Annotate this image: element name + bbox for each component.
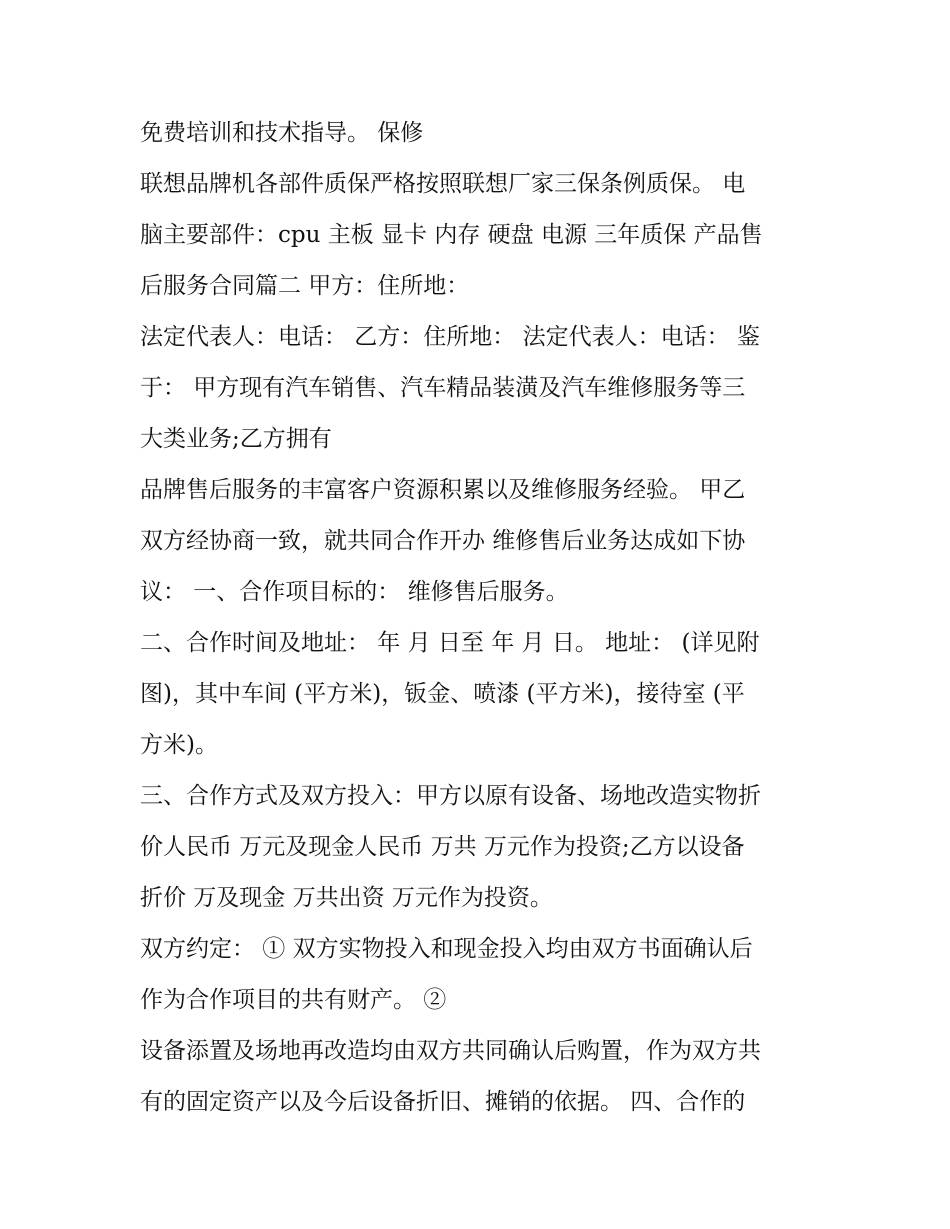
text-line: 后服务合同篇二 甲方：住所地：	[140, 273, 470, 299]
text-line: 议： 一、合作项目标的： 维修售后服务。	[140, 579, 569, 605]
text-line: 有的固定资产以及今后设备折旧、摊销的依据。 四、合作的	[140, 1089, 746, 1115]
text-line: 于： 甲方现有汽车销售、汽车精品装潢及汽车维修服务等三	[140, 375, 746, 401]
text-line: 大类业务;乙方拥有	[140, 426, 332, 452]
text-line: 价人民币 万元及现金人民币 万共 万元作为投资;乙方以设备	[140, 834, 745, 860]
text-line: 二、合作时间及地址： 年 月 日至 年 月 日。 地址： (详见附	[140, 630, 760, 656]
text-line: 双方约定： ① 双方实物投入和现金投入均由双方书面确认后	[140, 936, 753, 962]
text-line: 图)，其中车间 (平方米)，钣金、喷漆 (平方米)，接待室 (平	[140, 681, 745, 707]
text-line: 双方经协商一致，就共同合作开办 维修售后业务达成如下协	[140, 528, 746, 554]
text-line: 设备添置及场地再改造均由双方共同确认后购置，作为双方共	[140, 1038, 761, 1064]
text-line: 作为合作项目的共有财产。 ②	[140, 987, 447, 1013]
body-text	[140, 108, 830, 1128]
text-line: 三、合作方式及双方投入：甲方以原有设备、场地改造实物折	[140, 783, 761, 809]
text-line: 方米)。	[140, 732, 218, 758]
text-line: 脑主要部件：cpu 主板 显卡 内存 硬盘 电源 三年质保 产品售	[140, 222, 763, 248]
text-line: 法定代表人：电话： 乙方：住所地： 法定代表人：电话： 鉴	[140, 324, 760, 350]
text-line: 品牌售后服务的丰富客户资源积累以及维修服务经验。 甲乙	[140, 477, 746, 503]
text-line: 免费培训和技术指导。 保修	[140, 120, 424, 146]
text-line: 联想品牌机各部件质保严格按照联想厂家三保条例质保。 电	[140, 171, 746, 197]
text-line: 折价 万及现金 万共出资 万元作为投资。	[140, 885, 553, 911]
